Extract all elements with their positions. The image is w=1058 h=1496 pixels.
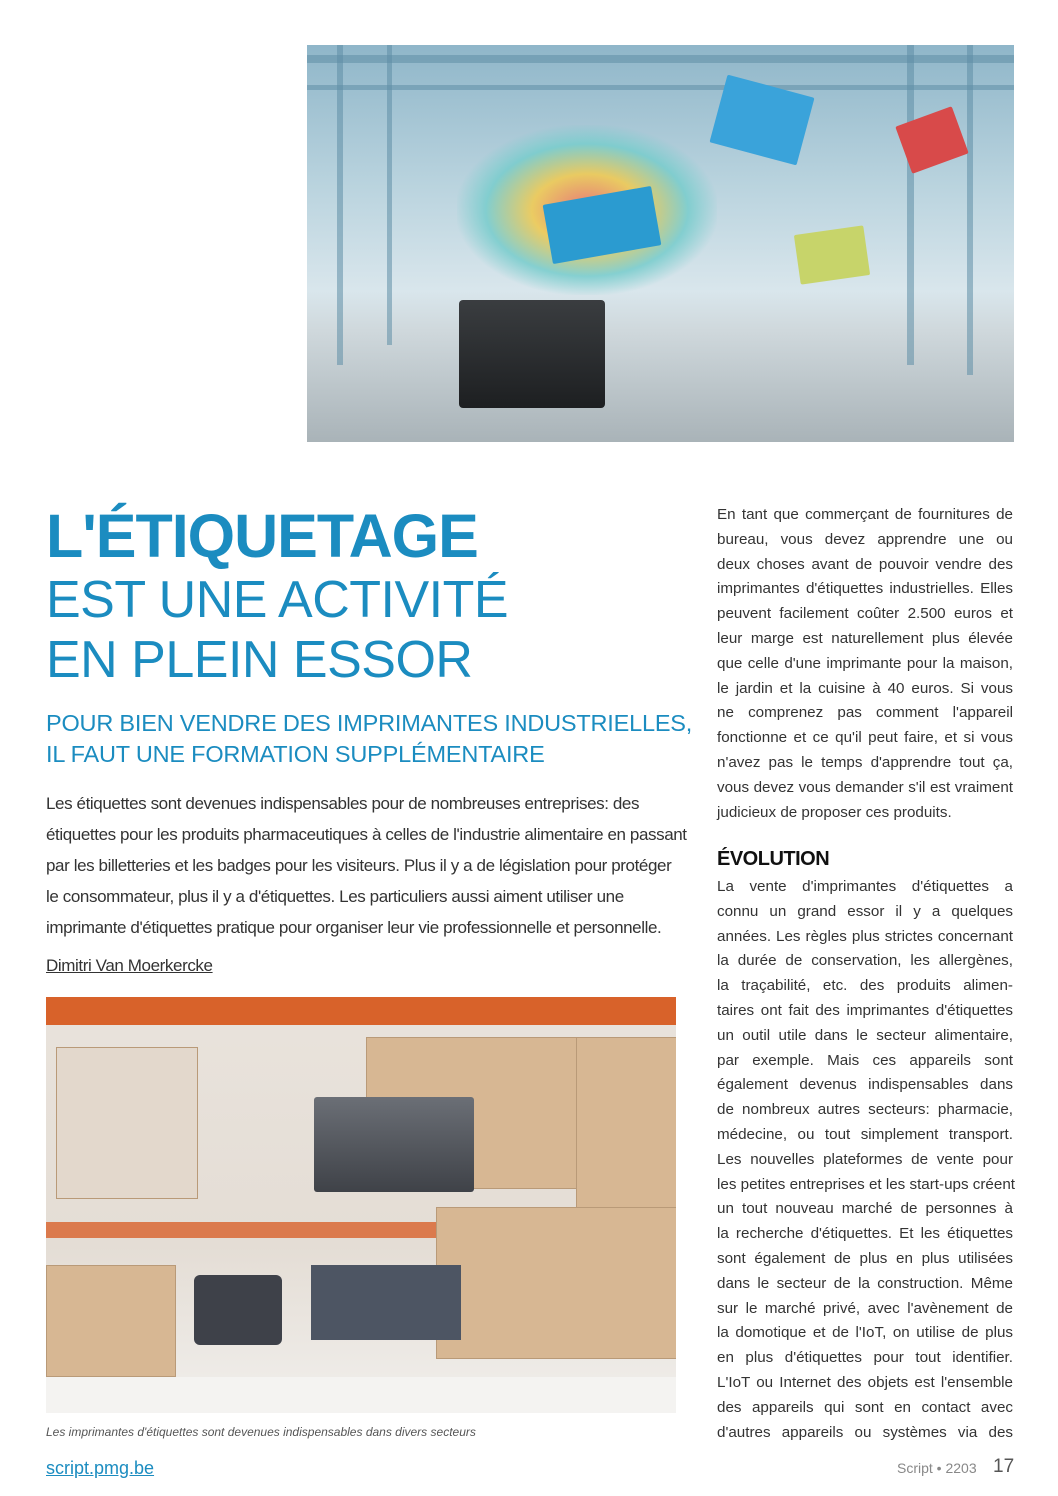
- body-line: judicieux de proposer ces produits.: [717, 803, 952, 821]
- body-line: d'autres appareils ou systèmes via des: [717, 1423, 1013, 1441]
- laser-printer: [314, 1097, 474, 1192]
- body-line: un outil utile dans le secteur alimentaire,: [717, 1026, 1013, 1044]
- photo-caption: Les imprimantes d'étiquettes sont devenues indispensables dans divers secteurs: [46, 1425, 476, 1439]
- intro-line: imprimante d'étiquettes pratique pour organiser leur vie professionnelle et personnelle.: [46, 918, 662, 937]
- body-line: dans le secteur de la construction. Même: [717, 1274, 1013, 1292]
- body-line: bureau, vous devez apprendre une ou: [717, 530, 1013, 548]
- body-line: la traçabilité, etc. des produits alimen-: [717, 977, 1013, 995]
- label-printer: [459, 300, 605, 408]
- crate: [311, 1265, 461, 1340]
- author-link[interactable]: Dimitri Van Moerkercke: [46, 956, 213, 975]
- headline-line3: EN PLEIN ESSOR: [46, 631, 473, 689]
- website-link[interactable]: script.pmg.be: [46, 1458, 155, 1478]
- body-line: vous devez vous demander s'il est vraiment: [717, 778, 1013, 796]
- body-line: fonctionne et ce qu'il peut faire, et si vous: [717, 729, 1013, 747]
- headline-line2: EST UNE ACTIVITÉ: [46, 571, 509, 629]
- body-line: la durée de conservation, les allergènes,: [717, 952, 1013, 970]
- body-line: années. Les règles plus strictes concernant: [717, 927, 1013, 945]
- issue-label: Script • 2203: [897, 1460, 977, 1476]
- body-line: peuvent facilement coûter 2.500 euros et: [717, 605, 1013, 623]
- body-line: deux choses avant de pouvoir vendre des: [717, 555, 1013, 573]
- subtitle-line: IL FAUT UNE FORMATION SUPPLÉMENTAIRE: [46, 741, 545, 767]
- body-line: la recherche d'étiquettes. Et les étiquettes: [717, 1225, 1013, 1243]
- photo-printers-on-shelves: [46, 997, 676, 1413]
- subtitle: [46, 708, 692, 770]
- body-line: La vente d'imprimantes d'étiquettes a: [717, 878, 1013, 895]
- intro-line: Les étiquettes sont devenues indispensables pour de nombreuses entreprises: des: [46, 794, 640, 813]
- body-line: taires ont fait des imprimantes d'étiquettes: [717, 1001, 1013, 1019]
- body-line: n'avez pas le temps d'apprendre tout ça,: [717, 753, 1013, 771]
- body-line: en plus d'étiquettes pour tout identifier.: [717, 1349, 1013, 1367]
- intro-line: le consommateur, plus il y a d'étiquettes. Les particuliers aussi aiment utiliser une: [46, 887, 624, 906]
- headline-bold: L'ÉTIQUETAGE: [46, 502, 478, 570]
- body-line: En tant que commerçant de fournitures de: [717, 506, 1013, 523]
- body-line: des appareils qui sont en contact avec: [717, 1398, 1013, 1416]
- body-line: de nombreux autres secteurs: pharmacie,: [717, 1101, 1013, 1119]
- intro-line: par les billetteries et les badges pour les visiteurs. Plus il y a de législation pour protéger: [46, 856, 672, 875]
- body-line: imprimantes d'étiquettes industrielles. Elles: [717, 580, 1013, 598]
- body-line: sont également de plus en plus utilisées: [717, 1249, 1013, 1267]
- body-line: ne comprenez pas comment l'appareil: [717, 704, 1013, 722]
- body-line: la domotique et de l'IoT, on utilise de plus: [717, 1324, 1013, 1342]
- subtitle-line: POUR BIEN VENDRE DES IMPRIMANTES INDUSTRIELLES,: [46, 710, 693, 736]
- label-printer: [194, 1275, 282, 1345]
- page-number: 17: [993, 1456, 1015, 1477]
- body-line: sur le marché privé, avec l'avènement de: [717, 1299, 1013, 1317]
- body-line: le jardin et la cuisine à 40 euros. Si vous: [717, 679, 1013, 697]
- body-column-intro: [717, 503, 1013, 825]
- body-line: médecine, ou tout simplement transport.: [717, 1125, 1013, 1143]
- body-line: L'IoT ou Internet des objets est l'ensemble: [717, 1373, 1013, 1391]
- body-line: par exemple. Mais ces appareils sont: [717, 1051, 1013, 1069]
- hero-image-label-printer-warehouse: [307, 45, 1014, 442]
- body-line: que celle d'une imprimante pour la maison,: [717, 654, 1013, 672]
- intro-line: étiquettes pour les produits pharmaceutiques à celles de l'industrie alimentaire en passant: [46, 825, 687, 844]
- body-line: également devenus indispensables dans: [717, 1076, 1013, 1094]
- body-line: Les nouvelles plateformes de vente pour: [717, 1150, 1013, 1168]
- section-heading: ÉVOLUTION: [717, 848, 830, 870]
- body-line: connu un grand essor il y a quelques: [717, 902, 1013, 920]
- body-line: les petites entreprises et les start-ups créent: [717, 1175, 1015, 1193]
- body-column-evolution: [717, 875, 1013, 1445]
- body-line: leur marge est naturellement plus élevée: [717, 629, 1013, 647]
- body-line: un tout nouveau marché de personnes à: [717, 1200, 1013, 1218]
- intro-paragraph: [46, 788, 687, 943]
